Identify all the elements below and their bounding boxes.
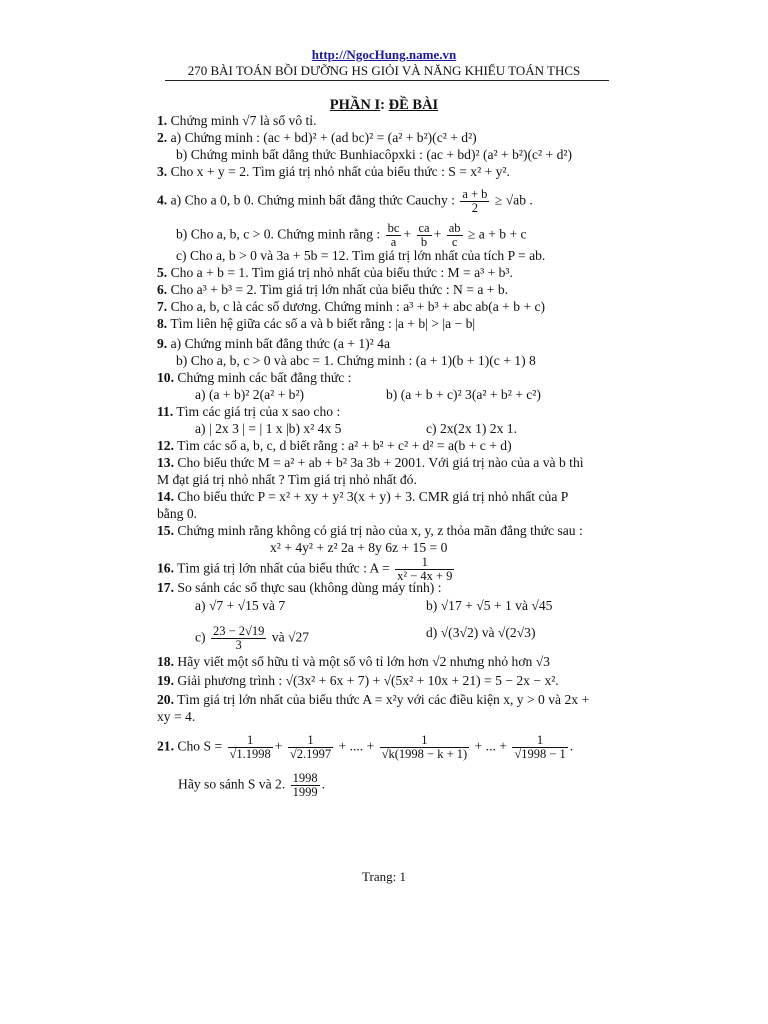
problem-number: 5. (157, 265, 168, 280)
problem-17c (195, 625, 309, 652)
problem-6 (157, 282, 508, 298)
problem-11ab (195, 421, 341, 437)
problem-2b (176, 147, 572, 163)
problem-text: Cho biểu thức P = x² + xy + y² 3(x + y) + 3. CMR giá trị nhỏ nhất của P (177, 489, 569, 504)
problem-text: Chứng minh các bất đẳng thức : (177, 370, 352, 385)
fraction (211, 625, 266, 652)
problem-number: 14. (157, 489, 174, 504)
problem-text: Cho x + y = 2. Tìm giá trị nhỏ nhất của biểu thức : S = x² + y². (170, 164, 510, 179)
fraction (291, 772, 320, 799)
problem-number: 18. (157, 654, 174, 669)
problem-13-cont (157, 472, 417, 488)
problem-number: 1. (157, 113, 168, 128)
problem-number: 11. (157, 404, 174, 419)
header-url-link[interactable]: http://NgocHung.name.vn (311, 47, 457, 62)
fraction-numerator: bc (387, 221, 400, 235)
problem-text: Tìm các giá trị của x sao cho : (176, 404, 341, 419)
problem-7 (157, 299, 545, 315)
problem-18 (157, 654, 550, 670)
problem-number: 8. (157, 316, 168, 331)
problem-4a (157, 188, 533, 215)
problem-text: Cho biểu thức M = a² + ab + b² 3a 3b + 2001. Với giá trị nào của a và b thì (177, 455, 584, 470)
problem-11 (157, 404, 340, 420)
fraction (395, 556, 454, 583)
fraction-denominator: √1998 − 1 (514, 747, 566, 761)
problem-number: 20. (157, 692, 174, 707)
problem-number: 15. (157, 523, 174, 538)
problem-text: Tìm liên hệ giữa các số a và b biết rằng : |a + b| > |a − b| (170, 316, 476, 331)
problem-text: Tìm giá trị lớn nhất của biểu thức : (177, 560, 367, 576)
fraction (380, 734, 470, 761)
problem-10b (386, 387, 541, 403)
problem-text-rhs: ≥ a + b + c (467, 226, 527, 242)
part-heading: ĐỀ BÀI (388, 97, 439, 113)
ellipsis: + .... + (338, 738, 375, 754)
fraction-numerator: 1 (288, 734, 333, 748)
problem-10 (157, 370, 351, 386)
problem-number: 17. (157, 580, 174, 595)
problem-number: 7. (157, 299, 168, 314)
problem-1 (157, 113, 316, 129)
problem-17a (195, 598, 285, 614)
problem-number: 19. (157, 673, 174, 688)
header-subtitle: 270 BÀI TOÁN BỒI DƯỠNG HS GIỎI VÀ NĂNG KHIẾU TOÁN THCS (187, 63, 581, 78)
problem-text: a) √7 + √15 và 7 (195, 598, 286, 613)
problem-number: 9. (157, 336, 168, 351)
problem-number: 21. (157, 738, 174, 754)
problem-text: và √27 (271, 629, 310, 645)
fraction-denominator: 3 (235, 638, 242, 652)
problem-5 (157, 265, 513, 281)
fraction-denominator: 1999 (292, 785, 318, 799)
expression-lhs: A = (369, 560, 390, 576)
problem-17d (426, 625, 536, 641)
problem-15 (157, 523, 583, 539)
fraction-numerator: 1998 (292, 771, 318, 785)
part-prefix: PHẦN I (329, 97, 381, 113)
problem-text: a) (a + b)² 2(a² + b²) (195, 387, 305, 402)
problem-21: 21. Cho S = $\frac{1}{√1.1998}$ + $\frac{1}{√2.1997}$ + .... + $\frac{1}{√k(1998 - k + 1)}$ + ... + $\frac{1}{√1998 - 1}$ . (157, 733, 574, 761)
problem-text: xy = 4. (157, 709, 196, 724)
problem-text: a) | 2x 3 | = | 1 x |b) x² 4x 5 (195, 421, 342, 436)
fraction (460, 188, 489, 215)
problem-20 (157, 692, 589, 708)
problem-text: a) Chứng minh bất đẳng thức (a + 1)² 4a (170, 336, 390, 351)
problem-number: 2. (157, 130, 168, 145)
header-divider (165, 80, 609, 81)
problem-number: 3. (157, 164, 168, 179)
problem-14-cont (157, 506, 197, 522)
problem-text: Tìm giá trị lớn nhất của biểu thức A = x²y với các điều kiện x, y > 0 và 2x + (177, 692, 590, 707)
fraction-denominator: √1.1998 (229, 747, 271, 761)
problem-text: b) Chứng minh bất dẳng thức Bunhiacôpxki : (ac + bd)² (a² + b²)(c² + d²) (176, 147, 572, 162)
problem-text: Cho a³ + b³ = 2. Tìm giá trị lớn nhất của biểu thức : N = a + b. (170, 282, 509, 297)
fraction-denominator: √k(1998 − k + 1) (381, 747, 468, 761)
problem-text: b) √17 + √5 + 1 và √45 (426, 598, 553, 613)
problem-9b (176, 353, 536, 369)
fraction-numerator: ab (448, 221, 461, 235)
fraction-denominator: 2 (471, 201, 478, 215)
equation: x² + 4y² + z² 2a + 8y 6z + 15 = 0 (270, 540, 448, 555)
problem-text: Giải phương trình : √(3x² + 6x + 7) + √(5x² + 10x + 21) = 5 − 2x − x². (177, 673, 559, 688)
problem-number: 13. (157, 455, 174, 470)
problem-text-rhs: ≥ √ab . (494, 192, 533, 208)
problem-19 (157, 673, 559, 689)
problem-4b: b) Cho a, b, c > 0. Chứng minh rằng : $\frac{bc}{a}$ + $\frac{ca}{b}$ + $\frac{ab}{c}$ ≥ a + b + c (176, 221, 527, 249)
fraction (447, 222, 463, 249)
problem-text: Hãy viết một số hữu tỉ và một số vô tỉ lớn hơn √2 nhưng nhỏ hơn √3 (177, 654, 550, 669)
fraction-numerator: 1 (395, 556, 454, 570)
problem-text: M đạt giá trị nhỏ nhất ? Tìm giá trị nhỏ nhất đó. (157, 472, 417, 487)
fraction-numerator: 23 − 2√19 (212, 624, 265, 638)
problem-text: b) Cho a, b, c > 0 và abc = 1. Chứng minh : (a + 1)(b + 1)(c + 1) 8 (176, 353, 536, 368)
fraction-denominator: x² − 4x + 9 (397, 569, 453, 583)
problem-13 (157, 455, 584, 471)
problem-text: Chứng minh √7 là số vô tỉ. (170, 113, 317, 128)
fraction-denominator: a (390, 235, 397, 249)
problem-17 (157, 580, 442, 596)
problem-text: c) 2x(2x 1) 2x 1. (426, 421, 517, 436)
item-label: c) (195, 629, 206, 645)
problem-text: Chứng minh rằng không có giá trị nào của x, y, z thỏa mãn đẳng thức sau : (177, 523, 583, 538)
problem-text: d) √(3√2) và √(2√3) (426, 625, 536, 640)
problem-number: 16. (157, 560, 174, 576)
fraction-denominator: √2.1997 (289, 747, 332, 761)
fraction (386, 222, 402, 249)
fraction-denominator: c (451, 235, 458, 249)
problem-text: Cho (177, 738, 201, 754)
problem-text: a) Cho a 0, b 0. Chứng minh bất đẳng thức Cauchy : (170, 192, 455, 208)
part-sep: : (380, 97, 385, 113)
fraction (288, 734, 333, 761)
problem-number: 12. (157, 438, 174, 453)
part-title (0, 97, 768, 114)
problem-text: b) (a + b + c)² 3(a² + b² + c²) (386, 387, 541, 402)
problem-20-cont (157, 709, 195, 725)
fraction-numerator: 1 (512, 734, 567, 748)
fraction (228, 734, 273, 761)
ellipsis: + ... + (474, 738, 507, 754)
problem-text: a) Chứng minh : (ac + bd)² + (ad bc)² = (a² + b²)(c² + d²) (170, 130, 477, 145)
problem-16 (157, 556, 456, 583)
problem-9a (157, 336, 390, 352)
fraction (417, 222, 432, 249)
problem-8 (157, 316, 475, 332)
problem-text: Cho a + b = 1. Tìm giá trị nhỏ nhất của biểu thức : M = a³ + b³. (170, 265, 513, 280)
problem-4c (176, 248, 545, 264)
problem-text: c) Cho a, b > 0 và 3a + 5b = 12. Tìm giá trị lớn nhất của tích P = ab. (176, 248, 546, 263)
fraction-numerator: a + b (462, 187, 488, 201)
problem-12 (157, 438, 512, 454)
expression-lhs: S = (203, 738, 223, 754)
problem-number: 10. (157, 370, 174, 385)
problem-21-compare: Hãy so sánh S và 2. $\frac{1998}{1999}$ . (178, 771, 326, 799)
problem-text: Tìm các số a, b, c, d biết rằng : a² + b² + c² + d² = a(b + c + d) (177, 438, 512, 453)
fraction (512, 734, 567, 761)
fraction-numerator: 1 (228, 734, 273, 748)
problem-2a (157, 130, 477, 146)
problem-text: Cho a, b, c là các số dương. Chứng minh : a³ + b³ + abc ab(a + b + c) (170, 299, 546, 314)
fraction-denominator: b (420, 235, 428, 249)
problem-number: 6. (157, 282, 168, 297)
page-number: Trang: 1 (362, 869, 406, 884)
problem-15-equation (270, 540, 447, 556)
problem-text: bằng 0. (157, 506, 198, 521)
problem-3 (157, 164, 510, 180)
problem-11c (426, 421, 517, 437)
problem-17b (426, 598, 552, 614)
problem-text: b) Cho a, b, c > 0. Chứng minh rằng : (176, 226, 381, 242)
problem-10a (195, 387, 304, 403)
fraction-numerator: ca (418, 221, 430, 235)
problem-14 (157, 489, 568, 505)
problem-text: Hãy so sánh S và 2. (178, 776, 286, 792)
fraction-numerator: 1 (380, 734, 470, 748)
problem-number: 4. (157, 192, 168, 208)
problem-text: So sánh các số thực sau (không dùng máy tính) : (177, 580, 442, 595)
